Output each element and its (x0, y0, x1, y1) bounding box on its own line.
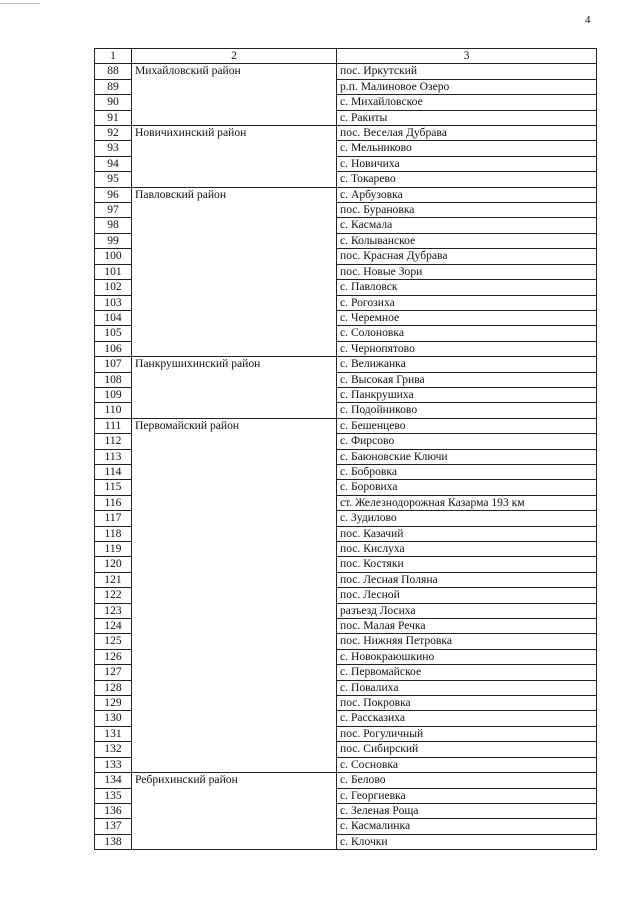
settlement-name: пос. Сибирский (337, 742, 597, 757)
column-header-district: 2 (132, 49, 337, 64)
settlement-name: с. Велижанка (337, 357, 597, 372)
settlement-name: с. Бешенцево (337, 418, 597, 433)
settlement-name: пос. Красная Дубрава (337, 249, 597, 264)
row-number: 106 (95, 341, 132, 356)
settlement-name: пос. Рогуличный (337, 726, 597, 741)
row-number: 133 (95, 757, 132, 772)
settlement-name: с. Баюновские Ключи (337, 449, 597, 464)
row-number: 93 (95, 141, 132, 156)
settlements-table (94, 48, 597, 850)
row-number: 96 (95, 187, 132, 202)
row-number: 108 (95, 372, 132, 387)
row-number: 102 (95, 280, 132, 295)
settlement-name: с. Павловск (337, 280, 597, 295)
settlement-name: с. Фирсово (337, 434, 597, 449)
settlement-name: пос. Иркутский (337, 64, 597, 79)
row-number: 111 (95, 418, 132, 433)
row-number: 98 (95, 218, 132, 233)
settlement-name: с. Колыванское (337, 233, 597, 248)
row-number: 121 (95, 572, 132, 587)
row-number: 107 (95, 357, 132, 372)
row-number: 116 (95, 495, 132, 510)
settlement-name: пос. Лесной (337, 588, 597, 603)
row-number: 126 (95, 649, 132, 664)
settlement-name: пос. Бурановка (337, 203, 597, 218)
row-number: 101 (95, 264, 132, 279)
row-number: 97 (95, 203, 132, 218)
settlement-name: с. Новичиха (337, 156, 597, 171)
settlement-name: пос. Нижняя Петровка (337, 634, 597, 649)
row-number: 105 (95, 326, 132, 341)
row-number: 130 (95, 711, 132, 726)
settlement-name: с. Боровиха (337, 480, 597, 495)
settlement-name: разъезд Лосиха (337, 603, 597, 618)
row-number: 88 (95, 64, 132, 79)
settlement-name: с. Черемное (337, 310, 597, 325)
row-number: 120 (95, 557, 132, 572)
row-number: 134 (95, 773, 132, 788)
table-header-row (95, 49, 597, 64)
page-number: 4 (585, 14, 591, 26)
row-number: 115 (95, 480, 132, 495)
row-number: 110 (95, 403, 132, 418)
row-number: 137 (95, 819, 132, 834)
settlement-name: с. Ракиты (337, 110, 597, 125)
district-name: Михайловский район (132, 64, 337, 126)
row-number: 113 (95, 449, 132, 464)
row-number: 132 (95, 742, 132, 757)
table-row (95, 357, 597, 372)
row-number: 118 (95, 526, 132, 541)
row-number: 112 (95, 434, 132, 449)
district-name: Первомайский район (132, 418, 337, 772)
settlement-name: пос. Лесная Поляна (337, 572, 597, 587)
settlement-name: ст. Железнодорожная Казарма 193 км (337, 495, 597, 510)
settlement-name: с. Подойниково (337, 403, 597, 418)
settlement-name: пос. Казачий (337, 526, 597, 541)
row-number: 89 (95, 79, 132, 94)
district-name: Панкрушихинский район (132, 357, 337, 419)
settlement-name: с. Белово (337, 773, 597, 788)
settlement-name: с. Новокраюшкино (337, 649, 597, 664)
district-name: Новичихинский район (132, 126, 337, 188)
row-number: 127 (95, 665, 132, 680)
settlement-name: с. Высокая Грива (337, 372, 597, 387)
settlement-name: с. Зеленая Роща (337, 803, 597, 818)
settlement-name: с. Арбузовка (337, 187, 597, 202)
row-number: 94 (95, 156, 132, 171)
settlement-name: пос. Костяки (337, 557, 597, 572)
row-number: 92 (95, 126, 132, 141)
settlement-name: с. Касмалинка (337, 819, 597, 834)
row-number: 99 (95, 233, 132, 248)
settlement-name: пос. Новые Зори (337, 264, 597, 279)
row-number: 114 (95, 464, 132, 479)
settlement-name: с. Зудилово (337, 511, 597, 526)
settlement-name: р.п. Малиновое Озеро (337, 79, 597, 94)
row-number: 136 (95, 803, 132, 818)
settlement-name: пос. Веселая Дубрава (337, 126, 597, 141)
settlement-name: с. Рассказиха (337, 711, 597, 726)
settlement-name: пос. Малая Речка (337, 619, 597, 634)
column-header-settlement: 3 (337, 49, 597, 64)
row-number: 128 (95, 680, 132, 695)
row-number: 123 (95, 603, 132, 618)
settlement-name: с. Касмала (337, 218, 597, 233)
table-row (95, 773, 597, 788)
settlement-name: с. Клочки (337, 834, 597, 849)
row-number: 100 (95, 249, 132, 264)
row-number: 95 (95, 172, 132, 187)
settlement-name: с. Мельниково (337, 141, 597, 156)
settlement-name: с. Токарево (337, 172, 597, 187)
settlement-name: пос. Кислуха (337, 542, 597, 557)
settlement-name: с. Солоновка (337, 326, 597, 341)
table-body (95, 49, 597, 850)
row-number: 135 (95, 788, 132, 803)
row-number: 122 (95, 588, 132, 603)
row-number: 103 (95, 295, 132, 310)
table-row (95, 126, 597, 141)
row-number: 104 (95, 310, 132, 325)
table-row (95, 418, 597, 433)
settlement-name: с. Чернопятово (337, 341, 597, 356)
scan-edge-line (0, 3, 40, 4)
row-number: 119 (95, 542, 132, 557)
settlement-name: пос. Покровка (337, 696, 597, 711)
district-name: Ребрихинский район (132, 773, 337, 850)
row-number: 131 (95, 726, 132, 741)
settlement-name: с. Бобровка (337, 464, 597, 479)
district-name: Павловский район (132, 187, 337, 356)
table-row (95, 64, 597, 79)
row-number: 138 (95, 834, 132, 849)
settlement-name: с. Панкрушиха (337, 387, 597, 402)
column-header-number: 1 (95, 49, 132, 64)
settlement-name: с. Георгиевка (337, 788, 597, 803)
settlement-name: с. Михайловское (337, 95, 597, 110)
row-number: 124 (95, 619, 132, 634)
row-number: 90 (95, 95, 132, 110)
settlement-name: с. Рогозиха (337, 295, 597, 310)
table-row (95, 187, 597, 202)
row-number: 125 (95, 634, 132, 649)
settlement-name: с. Повалиха (337, 680, 597, 695)
row-number: 117 (95, 511, 132, 526)
row-number: 109 (95, 387, 132, 402)
row-number: 129 (95, 696, 132, 711)
row-number: 91 (95, 110, 132, 125)
settlement-name: с. Сосновка (337, 757, 597, 772)
settlement-name: с. Первомайское (337, 665, 597, 680)
